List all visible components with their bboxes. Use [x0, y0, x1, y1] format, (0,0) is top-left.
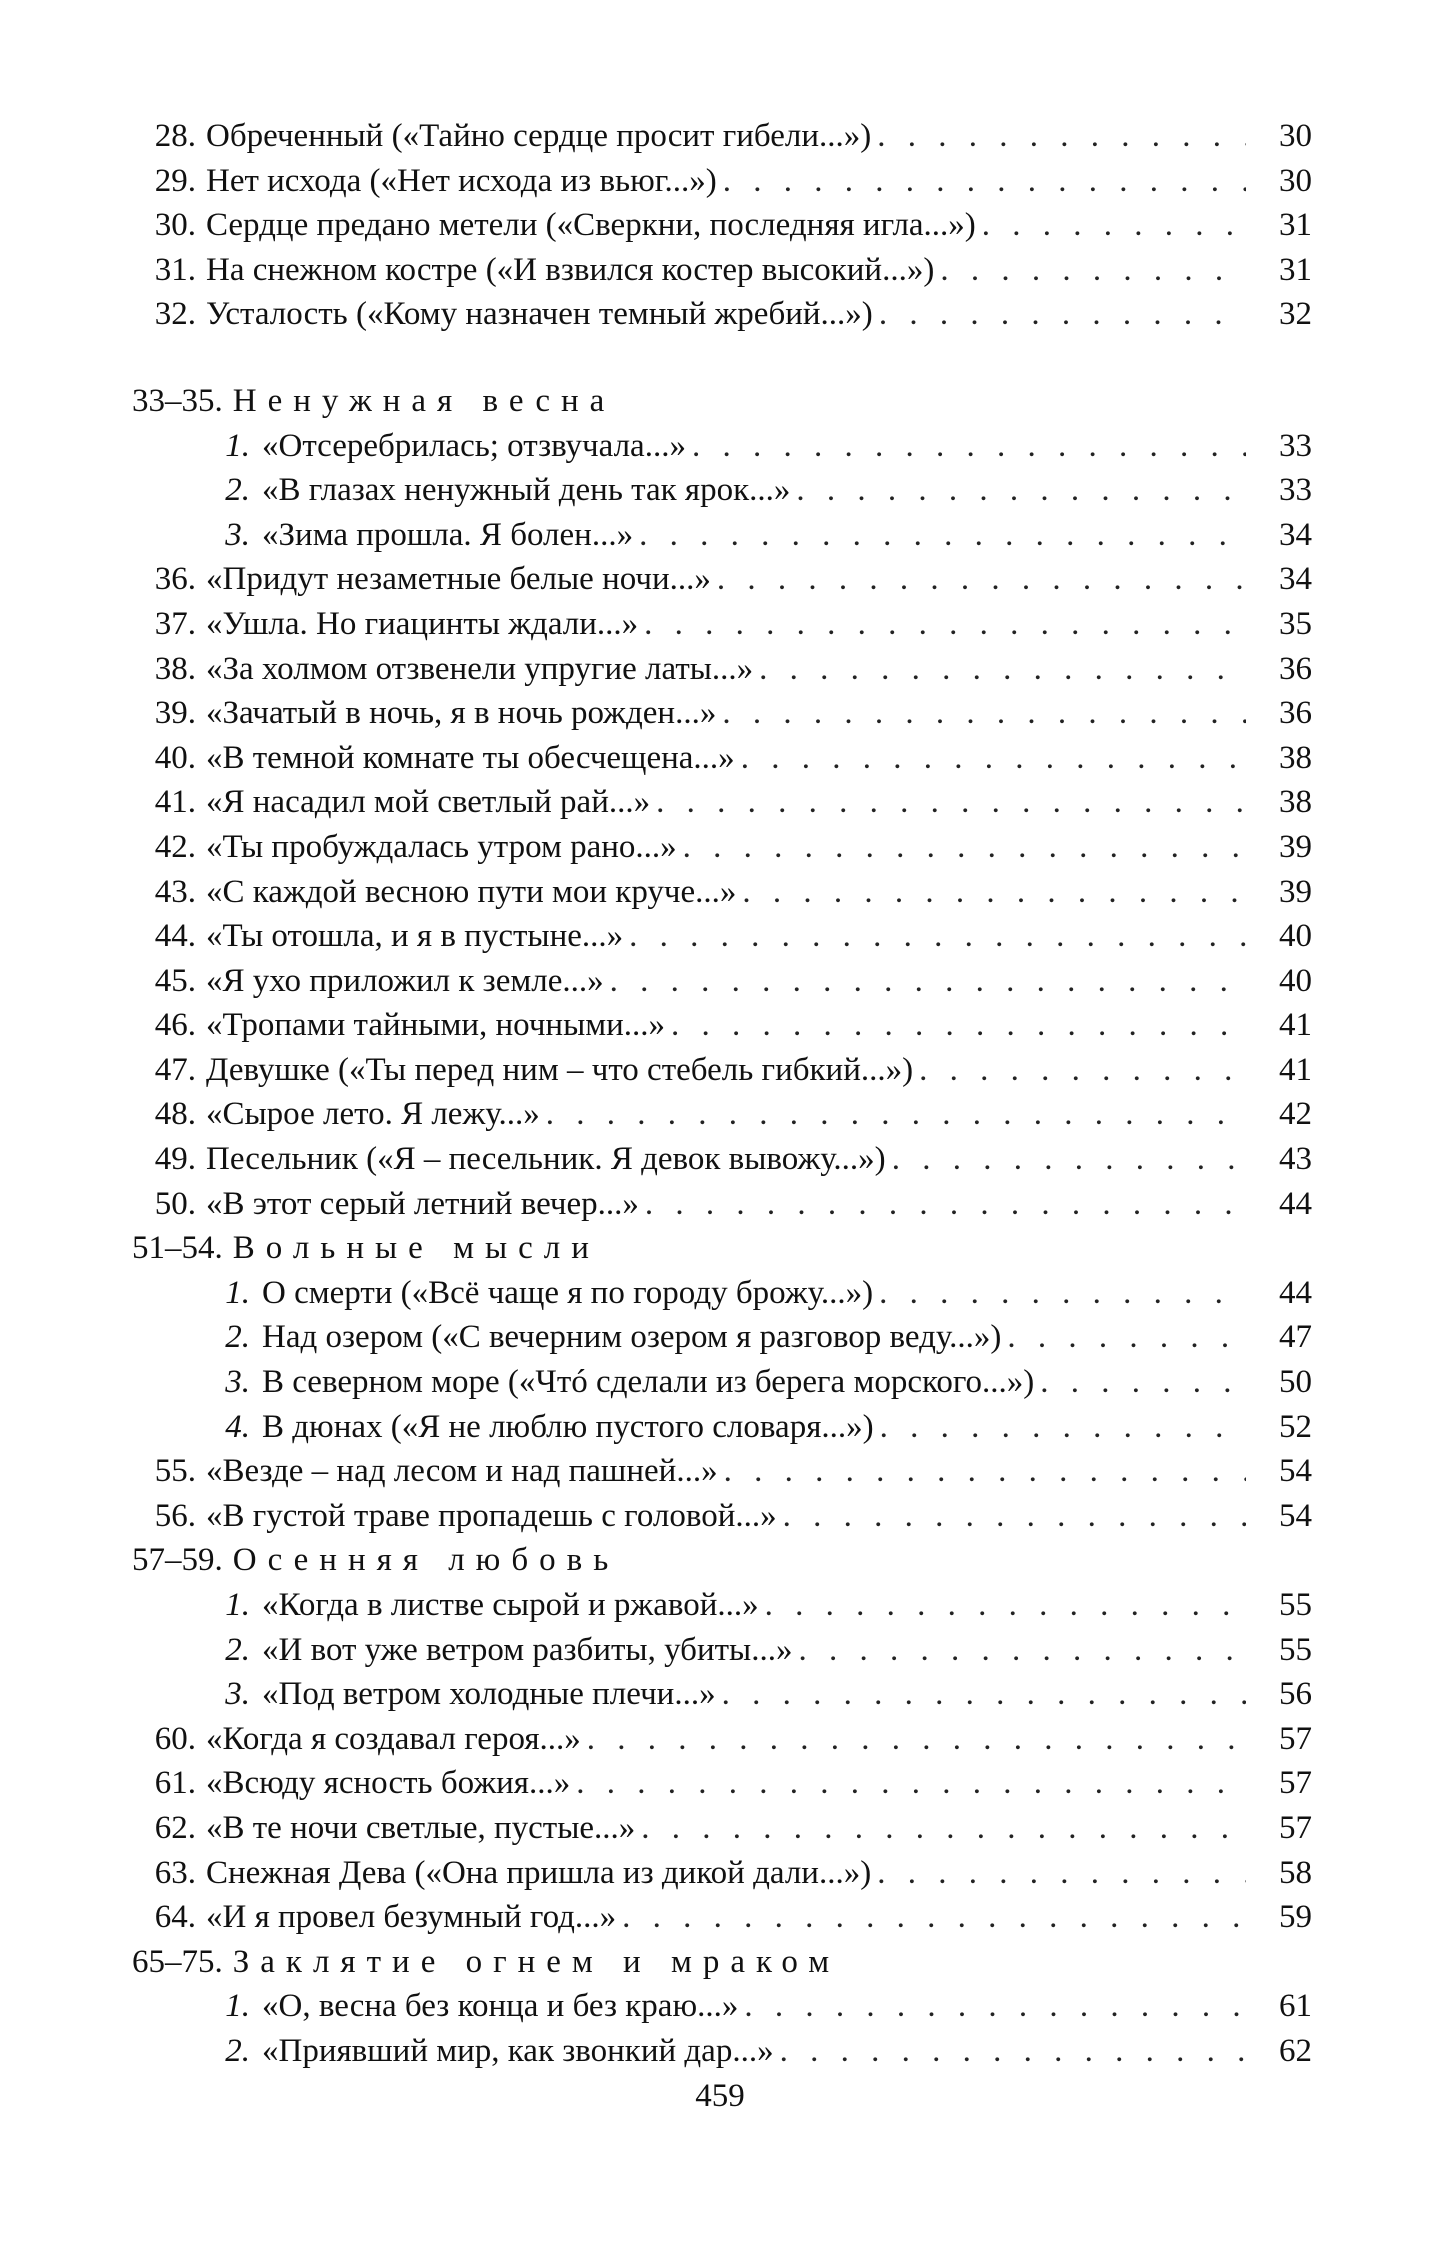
entry-number: 29.	[154, 162, 196, 199]
entry-page-number: 38	[1279, 739, 1312, 776]
entry-number: 36.	[154, 561, 196, 598]
entry-number: 65–75.	[132, 1943, 223, 1980]
entry-number: 43.	[154, 873, 196, 910]
entry-page-number: 32	[1279, 296, 1312, 333]
entry-page-number: 30	[1279, 118, 1312, 154]
dot-leader	[765, 1583, 1246, 1628]
toc-entry	[132, 1003, 1312, 1048]
entry-title: «Тропами тайными, ночными...»	[206, 1007, 666, 1044]
entry-number: 1.	[225, 427, 250, 464]
entry-title: В северном море («Чтó сделали из берега морского...»)	[262, 1364, 1035, 1401]
entry-page-number: 57	[1279, 1720, 1312, 1757]
toc-entry	[132, 1182, 1312, 1227]
entry-title: «С каждой весною пути мои круче...»	[206, 873, 737, 910]
entry-page-number: 58	[1279, 1854, 1312, 1891]
section-title: Заклятие огнем и мраком	[232, 1943, 841, 1980]
entry-title: «О, весна без конца и без краю...»	[262, 1988, 739, 2025]
dot-leader	[877, 114, 1246, 159]
entry-number: 47.	[154, 1051, 196, 1088]
entry-page-number: 44	[1279, 1185, 1312, 1222]
toc-entry	[132, 1092, 1312, 1137]
entry-number: 51–54.	[132, 1230, 223, 1267]
entry-title: «В глазах ненужный день так ярок...»	[262, 472, 791, 509]
toc-entry	[132, 1048, 1312, 1093]
entry-page-number: 33	[1279, 427, 1312, 464]
toc-subentry	[132, 1315, 1312, 1360]
entry-number: 2.	[225, 2032, 250, 2069]
entry-number: 60.	[154, 1720, 196, 1757]
entry-title: «Придут незаметные белые ночи...»	[206, 561, 711, 598]
entry-number: 62.	[154, 1809, 196, 1846]
toc-entry	[132, 780, 1312, 825]
table-of-contents	[132, 114, 1312, 2074]
section-title: Осенняя любовь	[232, 1542, 620, 1579]
toc-entry	[132, 691, 1312, 736]
toc-entry	[132, 647, 1312, 692]
entry-page-number: 55	[1279, 1631, 1312, 1668]
dot-leader	[724, 1449, 1246, 1494]
dot-leader	[892, 1137, 1246, 1182]
entry-number: 2.	[225, 1631, 250, 1668]
entry-page-number: 41	[1279, 1007, 1312, 1044]
toc-entry	[132, 1717, 1312, 1762]
entry-title: «Приявший мир, как звонкий дар...»	[262, 2032, 774, 2069]
dot-leader	[879, 1271, 1246, 1316]
toc-entry	[132, 1806, 1312, 1851]
entry-number: 57–59.	[132, 1542, 223, 1579]
entry-page-number: 34	[1279, 561, 1312, 598]
entry-page-number: 52	[1279, 1408, 1312, 1445]
entry-title: «В темной комнате ты обесчещена...»	[206, 739, 735, 776]
entry-page-number: 61	[1279, 1988, 1312, 2025]
entry-title: Девушке («Ты перед ним – что стебель гибкий...»)	[206, 1051, 914, 1088]
entry-number: 33–35.	[132, 382, 223, 419]
section-title: Вольные мысли	[232, 1230, 600, 1267]
dot-leader	[717, 557, 1246, 602]
entry-title: «В те ночи светлые, пустые...»	[206, 1809, 636, 1846]
entry-title: «Когда в листве сырой и ржавой...»	[262, 1587, 759, 1623]
dot-leader	[940, 248, 1246, 293]
toc-entry	[132, 1494, 1312, 1539]
entry-title: Нет исхода («Нет исхода из вьюг...»)	[206, 162, 717, 199]
entry-page-number: 57	[1279, 1809, 1312, 1846]
toc-entry	[132, 825, 1312, 870]
dot-leader	[759, 647, 1246, 692]
entry-title: «Я ухо приложил к земле...»	[206, 962, 604, 999]
toc-entry	[132, 203, 1312, 248]
dot-leader	[645, 1182, 1246, 1227]
entry-title: «В этот серый летний вечер...»	[206, 1185, 639, 1222]
entry-page-number: 39	[1279, 873, 1312, 910]
entry-title: На снежном костре («И взвился костер высокий...»)	[206, 251, 935, 288]
entry-page-number: 39	[1279, 828, 1312, 865]
entry-number: 38.	[154, 650, 196, 687]
entry-title: Песельник («Я – песельник. Я девок вывожу...»)	[206, 1141, 886, 1178]
dot-leader	[610, 959, 1246, 1004]
toc-subentry	[132, 2029, 1312, 2074]
toc-section-heading	[132, 1226, 1312, 1271]
entry-title: «В густой траве пропадешь с головой...»	[206, 1497, 777, 1534]
entry-page-number: 54	[1279, 1453, 1312, 1490]
entry-number: 3.	[225, 516, 250, 553]
toc-section-heading	[132, 1538, 1312, 1583]
dot-leader	[982, 203, 1246, 248]
toc-section-heading	[132, 1940, 1312, 1985]
entry-number: 40.	[154, 739, 196, 776]
dot-leader	[692, 424, 1246, 469]
dot-leader	[879, 292, 1246, 337]
entry-page-number: 33	[1279, 472, 1312, 509]
dot-leader	[780, 2029, 1246, 2074]
toc-subentry	[132, 424, 1312, 469]
entry-number: 1.	[225, 1587, 250, 1623]
entry-page-number: 44	[1279, 1274, 1312, 1311]
entry-number: 48.	[154, 1096, 196, 1133]
entry-number: 49.	[154, 1141, 196, 1178]
dot-leader	[919, 1048, 1246, 1093]
entry-page-number: 31	[1279, 207, 1312, 244]
entry-page-number: 50	[1279, 1364, 1312, 1401]
toc-entry	[132, 114, 1312, 159]
entry-page-number: 30	[1279, 162, 1312, 199]
entry-number: 45.	[154, 962, 196, 999]
entry-title: Усталость («Кому назначен темный жребий...»)	[206, 296, 873, 333]
dot-leader	[639, 513, 1246, 558]
entry-page-number: 40	[1279, 962, 1312, 999]
dot-leader	[877, 1851, 1246, 1896]
entry-title: О смерти («Всё чаще я по городу брожу...»)	[262, 1274, 874, 1311]
entry-page-number: 40	[1279, 918, 1312, 955]
entry-page-number: 55	[1279, 1587, 1312, 1623]
entry-number: 41.	[154, 784, 196, 821]
toc-entry	[132, 1449, 1312, 1494]
entry-title: «Когда я создавал героя...»	[206, 1720, 581, 1757]
dot-leader	[744, 1984, 1246, 2029]
entry-number: 44.	[154, 918, 196, 955]
toc-entry	[132, 1851, 1312, 1896]
toc-subentry	[132, 1583, 1312, 1628]
entry-number: 3.	[225, 1676, 250, 1713]
dot-leader	[741, 736, 1246, 781]
entry-number: 46.	[154, 1007, 196, 1044]
dot-leader	[796, 468, 1246, 513]
entry-number: 1.	[225, 1274, 250, 1311]
entry-page-number: 47	[1279, 1319, 1312, 1356]
entry-page-number: 54	[1279, 1497, 1312, 1534]
entry-title: «Всюду ясность божия...»	[206, 1765, 571, 1802]
toc-entry	[132, 602, 1312, 647]
entry-title: «Зима прошла. Я болен...»	[262, 516, 634, 553]
dot-leader	[656, 780, 1246, 825]
toc-subentry	[132, 1628, 1312, 1673]
toc-entry	[132, 248, 1312, 293]
entry-number: 50.	[154, 1185, 196, 1222]
entry-title: Над озером («С вечерним озером я разговор веду...»)	[262, 1319, 1002, 1356]
entry-number: 61.	[154, 1765, 196, 1802]
entry-title: «Ты отошла, и я в пустыне...»	[206, 918, 624, 955]
dot-leader	[622, 1895, 1246, 1940]
toc-subentry	[132, 1271, 1312, 1316]
entry-number: 64.	[154, 1899, 196, 1936]
entry-page-number: 56	[1279, 1676, 1312, 1713]
entry-number: 4.	[225, 1408, 250, 1445]
toc-subentry	[132, 1984, 1312, 2029]
dot-leader	[683, 825, 1246, 870]
entry-number: 42.	[154, 828, 196, 865]
toc-entry	[132, 1137, 1312, 1182]
entry-number: 30.	[154, 207, 196, 244]
toc-subentry	[132, 1405, 1312, 1450]
entry-number: 3.	[225, 1364, 250, 1401]
entry-number: 56.	[154, 1497, 196, 1534]
dot-leader	[722, 691, 1246, 736]
dot-leader	[722, 1672, 1246, 1717]
dot-leader	[1007, 1315, 1246, 1360]
entry-number: 32.	[154, 296, 196, 333]
dot-leader	[671, 1003, 1246, 1048]
toc-entry	[132, 959, 1312, 1004]
toc-subentry	[132, 1360, 1312, 1405]
entry-title: «Я насадил мой светлый рай...»	[206, 784, 651, 821]
entry-number: 31.	[154, 251, 196, 288]
entry-page-number: 59	[1279, 1899, 1312, 1936]
entry-page-number: 31	[1279, 251, 1312, 288]
toc-subentry	[132, 1672, 1312, 1717]
toc-entry	[132, 1761, 1312, 1806]
entry-page-number: 38	[1279, 784, 1312, 821]
entry-page-number: 34	[1279, 516, 1312, 553]
entry-title: «И я провел безумный год...»	[206, 1899, 617, 1936]
dot-leader	[723, 159, 1246, 204]
entry-title: «И вот уже ветром разбиты, убиты...»	[262, 1631, 793, 1668]
entry-title: В дюнах («Я не люблю пустого словаря...»)	[262, 1408, 874, 1445]
dot-leader	[629, 914, 1246, 959]
toc-entry	[132, 557, 1312, 602]
dot-leader	[587, 1717, 1246, 1762]
entry-title: «Сырое лето. Я лежу...»	[206, 1096, 540, 1133]
entry-title: «За холмом отзвенели упругие латы...»	[206, 650, 754, 687]
section-title: Ненужная весна	[232, 382, 616, 419]
dot-leader	[880, 1405, 1246, 1450]
entry-page-number: 36	[1279, 650, 1312, 687]
entry-page-number: 42	[1279, 1096, 1312, 1133]
entry-number: 37.	[154, 605, 196, 642]
dot-leader	[641, 1806, 1246, 1851]
toc-entry	[132, 736, 1312, 781]
entry-title: «Под ветром холодные плечи...»	[262, 1676, 716, 1713]
entry-page-number: 57	[1279, 1765, 1312, 1802]
toc-entry	[132, 1895, 1312, 1940]
toc-section-heading	[132, 379, 1312, 424]
entry-number: 2.	[225, 472, 250, 509]
entry-title: «Ушла. Но гиацинты ждали...»	[206, 605, 639, 642]
entry-title: Сердце предано метели («Сверкни, последняя игла...»)	[206, 207, 976, 244]
entry-number: 55.	[154, 1453, 196, 1490]
dot-leader	[742, 870, 1246, 915]
dot-leader	[798, 1628, 1246, 1673]
entry-title: «Отсеребрилась; отзвучала...»	[262, 427, 686, 464]
toc-entry	[132, 159, 1312, 204]
entry-page-number: 41	[1279, 1051, 1312, 1088]
dot-leader	[576, 1761, 1246, 1806]
entry-title: «Зачатый в ночь, я в ночь рожден...»	[206, 695, 717, 732]
entry-page-number: 43	[1279, 1141, 1312, 1178]
entry-page-number: 62	[1279, 2032, 1312, 2069]
toc-entry	[132, 914, 1312, 959]
entry-page-number: 36	[1279, 695, 1312, 732]
entry-number: 63.	[154, 1854, 196, 1891]
entry-number: 1.	[225, 1988, 250, 2025]
toc-entry	[132, 870, 1312, 915]
entry-title: Снежная Дева («Она пришла из дикой дали...»)	[206, 1854, 872, 1891]
entry-number: 2.	[225, 1319, 250, 1356]
dot-leader	[1040, 1360, 1246, 1405]
entry-title: «Ты пробуждалась утром рано...»	[206, 828, 677, 865]
toc-subentry	[132, 513, 1312, 558]
page-number: 459	[695, 2078, 745, 2114]
entry-number: 28.	[154, 118, 196, 154]
entry-page-number: 35	[1279, 605, 1312, 642]
toc-subentry	[132, 468, 1312, 513]
dot-leader	[644, 602, 1246, 647]
entry-title: Обреченный («Тайно сердце просит гибели...»)	[206, 118, 872, 154]
toc-entry	[132, 292, 1312, 337]
dot-leader	[783, 1494, 1246, 1539]
entry-number: 39.	[154, 695, 196, 732]
entry-title: «Везде – над лесом и над пашней...»	[206, 1453, 718, 1490]
dot-leader	[546, 1092, 1246, 1137]
